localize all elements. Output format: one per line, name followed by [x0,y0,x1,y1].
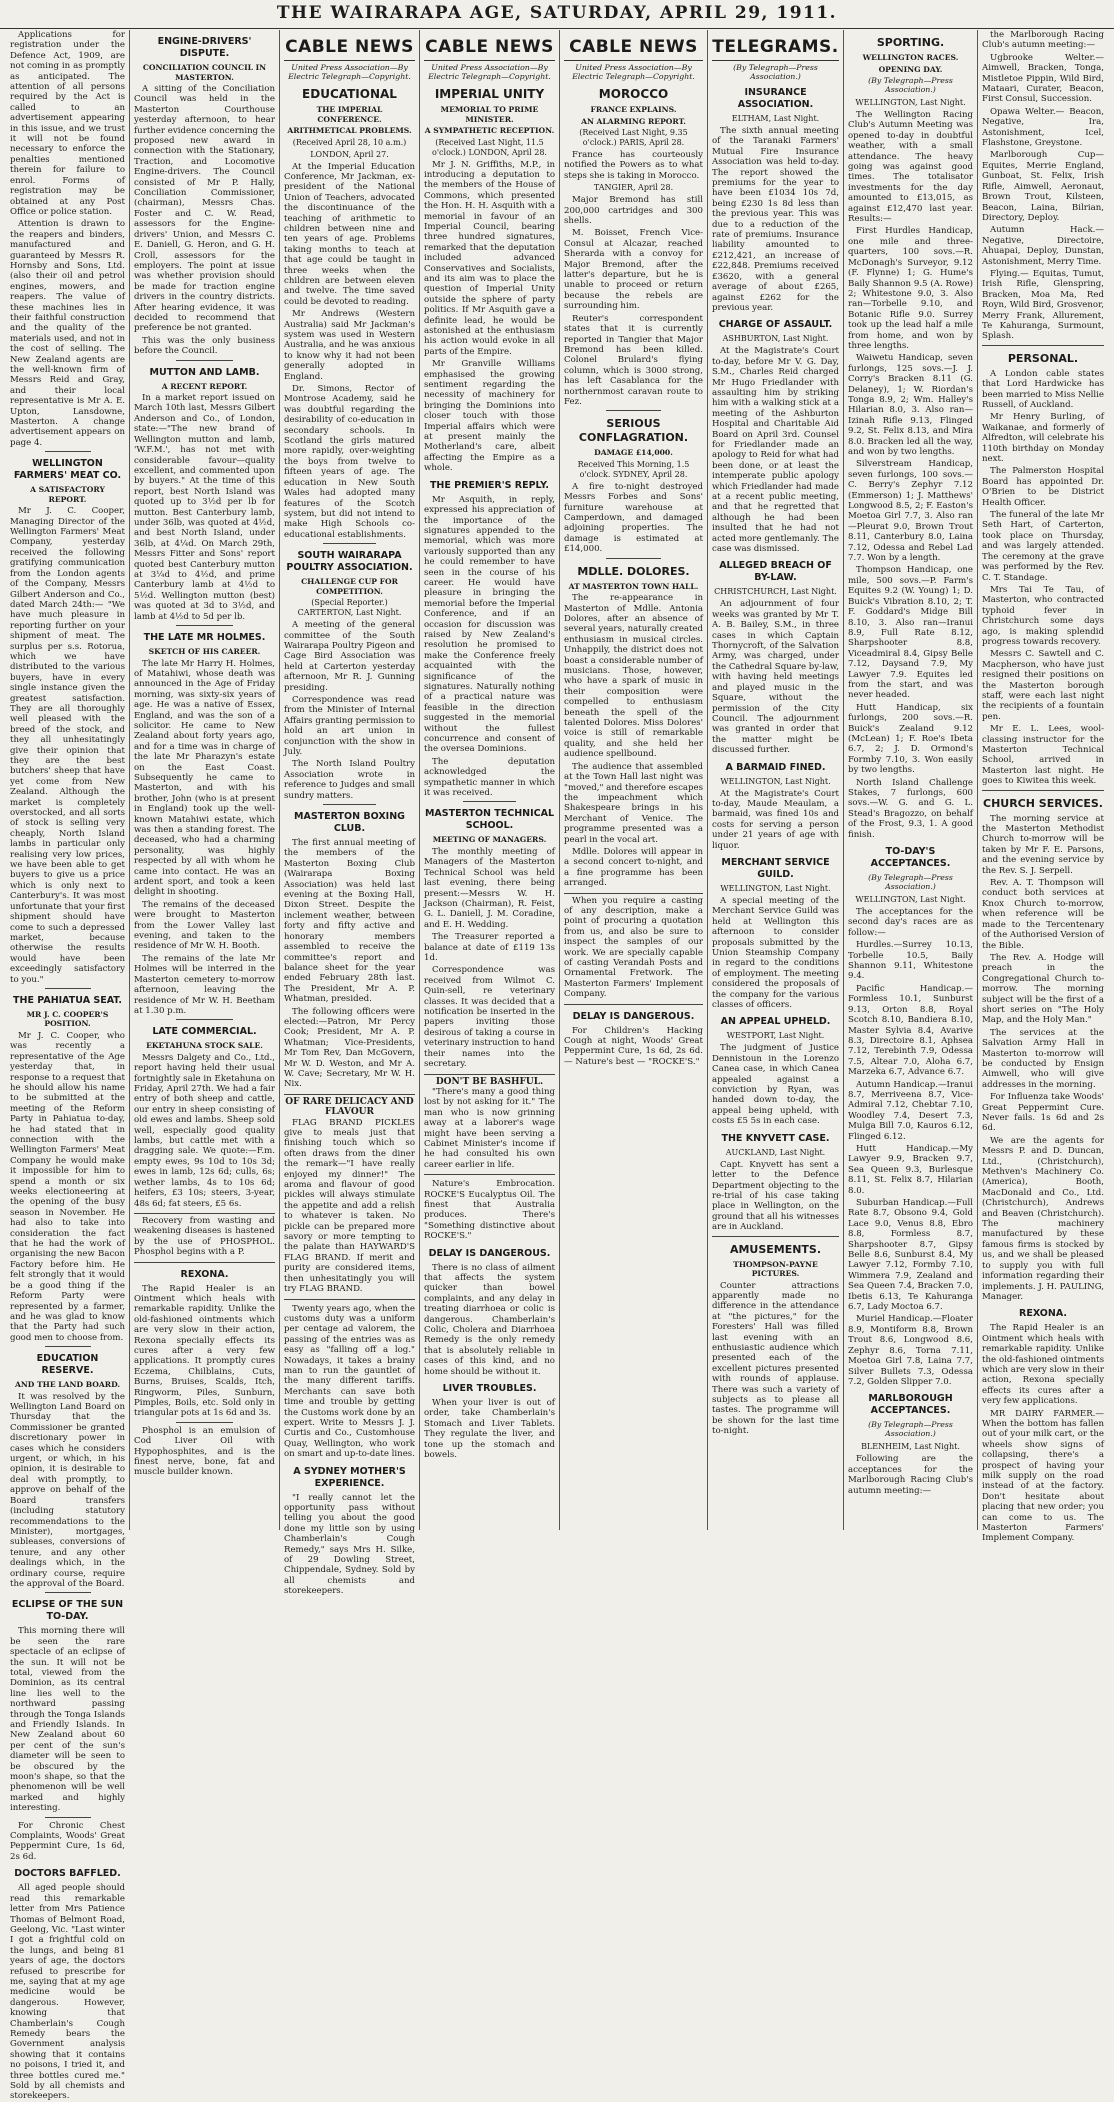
paragraph: Mr J. C. Cooper, who was recently a representative of the Age yesterday that, in response to a request that he should allow his name to be submitted at the meeting of the Reform Party in Pahiatua to-day, he had stated that in connection with the Wellington Farmers' Meat Company he would make it impossible for him to spend a month or six weeks electioneering at the opening of the busy season in November. He had also to take into consideration the fact that he had the work of organising the new Bacon Factory before him. He felt strongly that it would be a good thing if the Reform Party were represented by a farmer, and he was glad to know that the Party had such good men to choose from. [10,1030,125,1343]
dateline: WELLINGTON, Last Night. [855,98,966,107]
article-subhead: CONCILIATION COUNCIL IN MASTERTON. [142,63,267,82]
section-banner: CABLE NEWS [284,36,415,61]
article-headline: A SYDNEY MOTHER'S EXPERIENCE. [293,1465,406,1489]
article-subhead: THOMPSON-PAYNE PICTURES. [733,1259,818,1279]
paragraph: Hurdles.—Surrey 10.13, Torbelle 10.5, Baily Shannon 9.11, Whitestone 9.4. [848,940,973,982]
column-7 [844,30,978,1530]
paragraph: Mr J. N. Griffiths, M.P., in introducing a deputation to the members of the House of Commons, which presented the Hon. H. H. Asquith with a memorial in favour of an Imperial Council, bearing three hundred signatures, remarked that the deputation included advanced Conservatives and Socialists, and its aim was to place the question of Imperial Unity outside the sphere of party politics. If Mr Asquith gave a definite lead, he would be astonished at the enthusiasm his action would evoke in all parts of the Empire. [424,159,555,357]
dateline: (Received Last Night, 9.35 o'clock.) PARIS, April 28. [579,128,688,147]
paragraph: Marlborough Cup— Equites, Merrie England, Gunboat, St. Felix, Irish Rifle, Aimwell, Aeronaut, Brown Trout, Kilsteen, Beacon, Laina, Bilrian, Directory, Deploy. [982,150,1104,223]
article-headline: ECLIPSE OF THE SUN TO-DAY. [11,1599,124,1623]
paragraph: Mr Henry Burling, of Waikanae, and formerly of Alfredton, will celebrate his 110th birthday on Monday next. [982,412,1104,465]
paragraph: Mdlle. Dolores will appear in a second concert to-night, and a fine programme has been arranged. [564,846,703,889]
article-headline: THE PAHIATUA SEAT. [13,994,122,1006]
column-3 [280,30,420,1597]
paragraph: Major Bremond has still 200,000 cartridges and 300 shells. [564,195,703,227]
paragraph: Pacific Handicap.—Formless 10.1, Sunburst 9.13, Orton 8.8, Royal Scotch 8.10, Bandiera 8.10, Master Sylvia 8.4, Avarive 8.3, Directoire 8.1, Aphsea 7.12, Terebinth 7.9, Odessa 7.5, Altear 7.0, Aloha 6.7, Marzeka 6.7, Advance 6.7. [848,983,973,1078]
advertisement: For Chronic Chest Complaints, Woods' Great Peppermint Cure, 1s 6d, 2s 6d. [10,1820,125,1862]
article-headline: SOUTH WAIRARAPA POULTRY ASSOCIATION. [286,550,413,574]
article-subhead: MEETING OF MANAGERS. [432,835,547,845]
paragraph: A fire to-night destroyed Messrs Forbes and Sons' furniture warehouse at Camperdown, and damaged adjoining properties. The damage is estimated at £14,000. [564,481,703,555]
article-subhead: A RECENT REPORT. [161,381,248,391]
paragraph: Dr. Simons, Rector of Montrose Academy, said he was doubtful regarding the desirability of co-education in secondary schools. In Scotland the girls matured more rapidly, over-weighting the boys from twelve to fifteen years of age. The education in New South Wales had adopted many features of the Scotch system, but did not intend to make High Schools co-educational establishments. [284,384,415,540]
article-subhead: THE IMPERIAL CONFERENCE. [316,105,383,124]
paragraph: Mr J. C. Cooper, Managing Director of the Wellington Farmers' Meat Company, yesterday received the following gratifying communication from the London agents of the Company, Messrs Gilbert Anderson and Co., dated March 24th:— "We have much pleasure in reporting further on your shipment of meat. The surplus per s.s. Rotorua, which we have distributed to the various buyers, have in every single instance given the greatest satisfaction. They are all thoroughly well pleased with the breed of the stock, and they all unhesitatingly give their opinion that they are the best butchers' sheep that have yet come from New Zealand. Although the market is completely overstocked, and all sorts of stock is selling very cheaply, North Island lambs in particular only realising very low prices, we have been able to get buyers to give us a price which is only next to Canterbury's. It was most unfortunate that your first shipment should have come to such a depressed market, because otherwise the results would have been exceedingly satisfactory to you." [10,506,125,985]
article-headline: LATE COMMERCIAL. [152,1026,257,1038]
byline: (By Telegraph—Press Association.) [733,63,818,81]
paragraph: MR DAIRY FARMER.— When the bottom has fallen out of your milk cart, or the wheels show signs of collapsing, there's a prospect of having your milk supply on the road instead of at the factory. Don't hesitate about placing that new order; you can come to us. The Masterton Farmers' Implement Company. [982,1408,1104,1544]
dateline: WELLINGTON, Last Night. [720,776,831,786]
paragraph: This morning there will be seen the rare spectacle of an eclipse of the sun. It will not be total, viewed from the Dominion, as its central line lies well to the northward passing through the Tonga Islands and Friendly Islands. In New Zealand about 60 per cent of the sun's diameter will be seen to be obscured by the moon's shape, so that the phenomenon will be well marked and highly interesting. [10,1626,125,1814]
paragraph: Counter attractions apparently made no difference in the attendance at "the pictures," for the Foresters' Hall was filled last evening with an enthusiastic audience which presented each of the excellent pictures presented with rounds of applause. There was such a variety of subjects as to please all tastes. The programme will be shown for the last time to-night. [712,1280,839,1437]
article-headline: LIVER TROUBLES. [442,1383,537,1395]
article-subhead: CHALLENGE CUP FOR COMPETITION. [301,577,398,596]
article-headline: MERCHANT SERVICE GUILD. [721,856,830,880]
paragraph: Capt. Knyvett has sent a letter to the Defence Department objecting to the re-trial of his case taking place in Wellington, on the ground that all his witnesses are in Auckland. [712,1159,839,1233]
section-banner: TELEGRAMS. [712,36,839,61]
paragraph: "I really cannot let the opportunity pass without telling you about the good done my little son by using Chamberlain's Cough Remedy," says Mrs H. Silke, of 29 Dowling Street, Chippendale, Sydney. Sold by all chemists and storekeepers. [284,1492,415,1597]
paragraph: Waiwetu Handicap, seven furlongs, 125 sovs.—J. J. Corry's Bracken 8.11 (G. Delaney), 1; W. Riordan's Tonga 8.9, 2; Wm. Halley's Hilarian 8.0, 3. Also ran—Izinah Rifle 9.13, Flinged 9.2, St. Felix 8.13, and Mira 8.0. Bracken led all the way, and won by two lengths. [848,353,973,457]
paragraph: The first annual meeting of the members of the Masterton Boxing Club (Wairarapa Boxing Association) was held last evening at the Boxing Hall, Dixon Street. Despite the inclement weather, between forty and fifty active and honorary members assembled to receive the committee's report and balance sheet for the year ended February 28th last. The President, Mr A. P. Whatman, presided. [284,838,415,1005]
paragraph: Mrs Tai Te Tau, of Masterton, who contracted typhoid fever in Christchurch some days ago, is making splendid progress towards recovery. [982,584,1104,647]
paragraph: The morning service at the Masterton Methodist Church to-morrow will be taken by Mr F. E. Parsons, and the evening service by the Rev. S. J. Serpell. [982,813,1104,876]
dateline: ASHBURTON, Last Night. [722,334,829,344]
article-headline: SERIOUS CONFLAGRATION. [578,417,689,445]
paragraph: The re-appearance in Masterton of Mdlle. Antonia Dolores, after an absence of several years, naturally created enthusiasm in musical circles. Unhappily, the district does not boast a considerable number of musicians. Those, however, who have a spark of music in their composition were compelled to enthusiasm beneath the spell of the talented Dolores. Miss Dolores' voice is still of remarkable quality, and she held her audience spellbound. [564,593,703,760]
byline: (By Telegraph—Press Association.) [868,1420,953,1439]
advertisement-box [284,1094,415,1300]
article-headline: MASTERTON BOXING CLUB. [294,811,405,835]
article-headline: TO-DAY'S ACCEPTANCES. [870,846,951,870]
advertisement-headline: DON'T BE BASHFUL. [435,1076,544,1087]
paragraph: The audience that assembled at the Town Hall last night was "moved," and therefore escapes the impeachment which Shakespeare brings in his Merchant of Venice. The programme presented was a pearl in the vocal art. [564,761,704,845]
dateline: (Received April 28, 10 a.m.) [292,137,407,147]
masthead [0,0,1114,29]
column-2 [130,30,280,1530]
dateline: (Special Reporter.) CARTERTON, Last Night. [297,598,402,618]
paragraph: Ugbrooke Welter.— Aimwell, Bracken, Tonga, Mistletoe Pippin, Wild Bird, Mataari, Curater, Beacon, First Consul, Succession. [982,52,1104,105]
paragraph: The Treasurer reported a balance at date of £119 13s 1d. [424,932,555,964]
paragraph: The judgment of Justice Dennistoun in the Lorenzo Canea case, in which Canea appealed against a conviction by Ryan, was handed down to-day, the appeal being upheld, with costs £5 5s in each case. [712,1043,839,1127]
paragraph: Correspondence was read from the Minister of Internal Affairs granting permission to hold an art union in conjunction with the show in July. [284,694,415,757]
column-1 [6,30,130,2102]
paragraph: Attention is drawn to the reapers and binders, manufactured and guaranteed by Messrs R. Hornsby and Sons, Ltd. (also their oil and petrol engines, mowers, and reapers. The value of these machines lies in their faithful construction and the quality of the materials used, and not in the cost of selling. The New Zealand agents are the well-known firm of Messrs Reid and Gray, and their local representative is Mr A. E. Upton, Lansdowne, Masterton. A change advertisement appears on page 4. [10,219,125,448]
column-6 [708,30,844,1530]
article-headline: WELLINGTON FARMERS' MEAT CO. [13,458,122,482]
advertisement: For Influenza take Woods' Great Peppermint Cure. Never fails. 1s 6d and 2s 6d. [982,1092,1104,1134]
article-headline: MASTERTON TECHNICAL SCHOOL. [424,808,555,832]
article-headline: ENGINE-DRIVERS' DISPUTE. [157,36,252,59]
paragraph: Thompson Handicap, one mile, 500 sovs.—P. Farm's Equites 9.2 (W. Young) 1; D. Buick's Vibration 8.10, 2; T. F. Goddard's Midge Bill 8.10, 3. Also ran—Iranui 8.9, Full Rate 8.12, Sharpshooter 8.8, Viceadmiral 8.4, Gipsy Belle 7.12, Daysand 7.9, My Lawyer 7.9. Equites led from the start, and was never headed. [848,565,973,701]
paragraph: A meeting of the general committee of the South Wairarapa Poultry Pigeon and Cage Bird Association was held at Carterton yesterday afternoon, Mr R. J. Gunning presiding. [284,620,415,693]
paragraph: The monthly meeting of Managers of the Masterton Technical School was held last evening, there being present:—Messrs W. H. Jackson (Chairman), R. Feist, G. L. Daniell, J. M. Coradine, and E. H. Wedding. [424,846,555,930]
dateline: Received This Morning, 1.5 o'clock. SYDNEY, April 28. [577,459,690,479]
article-headline: MDLLE. DOLORES. [577,564,690,578]
article-headline: CHARGE OF ASSAULT. [718,319,833,331]
paragraph: We are the agents for Messrs P. and D. Duncan, Ltd., (Christchurch), Methven's Machinery Co. (America), Booth, MacDonald and Co., Ltd. (Christchurch), Andrews and Beaven (Christchurch). The machinery manufactured by these famous firms is stocked by us, and we shall be pleased to supply you with full information regarding their implements. J. H. PAULING, Manager. [982,1135,1104,1302]
advertisement: "There's many a good thing lost by not asking for it." The man who is now grinning away at a laborer's wage might have been serving a Cabinet Minister's income if he had consulted his own career earlier in life. [424,1086,555,1170]
advertisement: Phosphol is an emulsion of Cod Liver Oil with Hypophosphites, and is the finest nerve, bone, fat and muscle builder known. [134,1425,275,1478]
byline: (By Telegraph—Press Association.) [868,76,953,94]
article-headline: DELAY IS DANGEROUS. [572,1010,695,1022]
paragraph: The services at the Salvation Army Hall in Masterton to-morrow will be conducted by Ensign Aimwell, who will give addresses in the morning. [982,1027,1104,1090]
article-headline: REXONA. [1019,1308,1067,1320]
paragraph: The deputation acknowledged the sympathetic manner in which it was received. [424,756,555,799]
dateline: LONDON, April 27. [310,149,389,159]
advertisement: Recovery from wasting and weakening diseases is hastened by the use of PHOSPHOL. Phosphol begins with a P. [134,1215,275,1258]
dateline: WELLINGTON, Last Night. [855,895,966,905]
paragraph: At the Imperial Education Conference, Mr Jackman, ex-president of the National Union of Teachers, advocated the discontinuance of the teaching of arithmetic to children between nine and ten years of age. Problems taking months to teach at that age could be taught in three weeks when the children are between eleven and twelve. The time saved could be devoted to reading. [284,161,415,307]
paragraph: Flying.— Equitas, Tumut, Irish Rifle, Glenspring, Bracken, Moa Ma, Red Royn, Wild Bird, Grosvenor, Merry Frank, Allurement, Te Kahuranga, Surmount, Splash. [982,268,1104,342]
paragraph: Muriel Handicap.—Floater 8.9, Montiform 8.8, Brown Trout 8.6, Longwood 8.6, Zephyr 8.6, Torna 7.11, Moetoa Girl 7.8, Laina 7.7, Silver Bullets 7.3, Odessa 7.2, Golden Slipper 7.0. [848,1314,973,1387]
article-subhead: ARITHMETICAL PROBLEMS. [287,126,412,135]
article-subhead: MEMORIAL TO PRIME MINISTER. [440,105,539,124]
advertisement: Nature's Embrocation. ROCKE'S Eucalyptus Oil. The finest that Australia produces. There's "Something distinctive about ROCKE'S." [424,1179,555,1242]
article-subhead: AND THE LAND BOARD. [14,1380,121,1390]
article-headline: SPORTING. [876,36,945,49]
advertisement-headline: OF RARE DELICACY AND FLAVOUR [285,1096,414,1118]
article-headline: EDUCATION RESERVE. [36,1353,99,1377]
paragraph: Mr Granville Williams emphasised the growing sentiment regarding the necessity of machinery for bringing the Dominions into closer touch with those Imperial affairs which were at present mainly the Motherland's care, albeit affecting the Empire as a whole. [424,359,555,474]
paragraph: the Marlborough Racing Club's autumn meeting:— [982,30,1104,51]
paragraph: At the Magistrate's Court to-day, before Mr V. G. Day, S.M., Charles Reid charged Mr Hugo Friedlander with assaulting him by striking him with a walking stick at a meeting of the Ashburton Hospital and Charitable Aid Board on April 3rd. Counsel for Friedlander made an apology to Reid for what had been done, or at least the intemperate public apology which Friedlander had made at a recent public meeting, and that he regretted that although he had been insulted that he had not acted more gentlemanly. The case was dismissed. [712,346,839,555]
advertisement: The Rapid Healer is an Ointment which heals with remarkable rapidity. Unlike the old-fashioned ointments which are very slow in their action, Rexona specially effects its cures after a very few applications. [982,1323,1104,1407]
paragraph: The Wellington Racing Club's Autumn Meeting was opened to-day in doubtful weather, with a small attendance. The heavy going was against good times. The totalisator investments for the day amounted to £13,015, as against £12,470 last year. Results:— [848,110,973,225]
article-headline: CHURCH SERVICES. [983,796,1103,810]
paragraph: Messrs Dalgety and Co., Ltd., report having held their usual fortnightly sale in Eketahuna on Friday, April 27th. We had a fair entry of both sheep and cattle, our entry in sheep consisting of old ewes and lambs. Sheep sold well, especially good quality lambs, but cattle met with a dragging sale. We quote:—F.m. empty ewes, 9s 10d to 10s 3d; ewes in lamb, 12s 6d; culls, 6s; wether lambs, 4s to 10s 6d; heifers, £3 10s; steers, 3-year, 48s 6d; fat steers, £5 6s. [134,1052,275,1209]
paragraph: This was the only business before the Council. [134,335,275,357]
paragraph: Twenty years ago, when the customs duty was a uniform per centage ad valorem, the passing of the entries was as easy as "falling off a log." Nowadays, it takes a brainy man to run the gauntlet of the many different tariffs. Merchants can save both time and trouble by getting the Customs work done by an expert. Write to Messrs J. J. Curtis and Co., Customhouse Quay, Wellington, who work on smart and up-to-date lines. [284,1303,415,1460]
paragraph: Autumn Handicap.—Iranui 8.7, Merriveena 8.7, Vice-Admiral 7.12, Chebtar 7.10, Woodley 7.4, Desert 7.3, Mulga Bill 7.0, Kauros 6.12, Flinged 6.12. [848,1079,973,1142]
article-subhead: SKETCH OF HIS CAREER. [148,647,261,656]
paragraph: The Rev. A. Hodge will preach in the Congregational Church to-morrow. The morning subject will be the first of a short series on "The Holy Map, and the Holy Man." [982,952,1104,1026]
article-subhead: AN ALARMING REPORT. [581,116,686,126]
paragraph: All aged people should read this remarkable letter from Mrs Patience Thomas of Belmont Road, Geelong, Vic. "Last winter I got a frightful cold on the lungs, and being 81 years of age, the doctors refused to prescribe for me, saying that at my age medicine would be dangerous. However, knowing that Chamberlain's Cough Remedy bears the Government analysis showing that it contains no poisons, I tried it, and three bottles cured me." Sold by all chemists and storekeepers. [10,1883,125,2102]
byline: (By Telegraph—Press Association.) [868,873,953,892]
paragraph: Rev. A. T. Thompson will conduct both services at Knox Church to-morrow, when reference will be made to the Tercentenary of the Authorised Version of the Bible. [982,878,1104,951]
paragraph: Applications for registration under the Defence Act, 1909, are not coming in as promptly as anticipated. The attention of all persons required by the Act is called to an advertisement appearing in this issue, and we trust it will not be found necessary to enforce the penalties mentioned therein for failure to enrol. Forms of registration may be obtained at any Post Office or police station. [10,30,125,217]
article-headline: ALLEGED BREACH OF BY-LAW. [719,560,832,584]
paragraph: At the Magistrate's Court to-day, Maude Meaulam, a barmaid, was fined 10s and costs for serving a person under 21 years of age with liquor. [712,788,839,851]
article-headline: THE LATE MR HOLMES. [143,632,266,643]
column-4 [420,30,560,1530]
advertisement-box [424,1074,555,1176]
column-8 [978,30,1108,1544]
paragraph: Correspondence was received from Wilmot C. Quin-sell, re veterinary classes. It was decided that a notification be inserted in the papers inviting those desirous of taking a course in veterinary instruction to hand their names into the secretary. [424,965,555,1070]
article-headline: THE KNYVETT CASE. [721,1132,830,1144]
paragraph: Opawa Welter.— Beacon, Negative, Ira, Astonishment, Icel, Flashstone, Greystone. [982,106,1104,149]
paragraph: Suburban Handicap.—Full Rate 8.7, Obsono 9.4, Gold Lace 9.0, Venus 8.8, Ebro 8.8, Formless 8.7, Sharpshooter 8.7, Gipsy Belle 8.6, Sunburst 8.4, My Lawyer 7.12, Formby 7.10, Wimmera 7.9, Zealand and Sea Queen 7.4, Bracken 7.0, Ibetis 6.13, Te Kahuranga 6.7, Lady Moctoa 6.7. [848,1198,973,1313]
dateline: TANGIER, April 28. [593,183,674,193]
paragraph: In a market report issued on March 10th last, Messrs Gilbert Anderson and Co., of London, state:—"The new brand of Wellington mutton and lamb, 'W.F.M.', has not met with considerable favour—quality excellent, and commented upon by buyers." At the time of this report, best North Island was quoted up to 3½d per lb for mutton. Best Canterbury lamb, under 36lb, was quoted at 4½d, and best North Island, under 36lb, at 4¼d. On March 29th, Messrs Fitter and Sons' report quoted best Canterbury mutton at 3¼d to 4½d, and prime Canterbury lamb at 4½d to 5½d. Wellington mutton (best) was quoted at 3d to 3½d, and lamb at 4½d to 5d per lb. [134,393,275,622]
article-headline: THE PREMIER'S REPLY. [429,479,550,491]
paragraph: The following officers were elected:—Patron, Mr Percy Cook; President, Mr A. P. Whatman; Vice-Presidents, Mr Tom Rev, Dan McGovern, Mr W. D. Weston, and Mr A. W. Cave; Secretary, Mr W. H. Nix. [284,1006,415,1090]
paragraph: Mr Andrews (Western Australia) said Mr Jackman's system was used in Western Australia, and he was anxious to know why it had not been generally adopted in England. [284,309,415,382]
article-headline: A BARMAID FINED. [725,761,826,773]
dateline: WESTPORT, Last Night. [726,1031,825,1041]
paragraph: There is no class of ailment that affects the system quicker than bowel complaints, and any delay in treating diarrhoea or colic is dangerous. Chamberlain's Colic, Cholera and Diarrhoea Remedy is the only remedy that is absolutely reliable in cases of this kind, and no home should be without it. [424,1262,555,1377]
paragraph: The acceptances for the second day's races are as follow:— [848,907,973,938]
paragraph: A special meeting of the Merchant Service Guild was held at Wellington this afternoon to consider proposals submitted by the Union Steamship Company in regard to the conditions of employment. The meeting considered the proposals of the company for the various classes of officers. [712,895,839,1011]
paragraph: The remains of the late Mr Holmes will be interred in the Masterton cemetery to-morrow afternoon, leaving the residence of Mr W. H. Beetham at 1.30 p.m. [134,953,275,1016]
dateline: ELTHAM, Last Night. [731,114,820,123]
article-headline: INSURANCE ASSOCIATION. [737,87,814,110]
article-headline: MUTTON AND LAMB. [149,366,260,378]
advertisement: For Children's Hacking Cough at night, Woods' Great Peppermint Cure, 1s 6d, 2s 6d. — Nature's best — "ROCKE'S." [564,1025,703,1067]
paragraph: A London cable states that Lord Hardwicke has been married to Miss Nellie Russell, of Auckland. [982,368,1104,410]
advertisement: When you require a casting of any description, make a point of procuring a quotation from us, and also be sure to inspect the samples of our work. We are specially capable of casting Verandah Posts and Ornamental Fretwork. The Masterton Farmers' Implement Company. [564,895,703,1000]
paragraph: Mr E. L. Lees, wool-classing instructor for the Masterton Technical School, arrived in Masterton last night. He goes to Kiwitea this week. [982,724,1104,787]
advertisement-box [134,1213,275,1263]
section-banner: CABLE NEWS [564,36,703,61]
paragraph: Autumn Hack.— Negative, Directoire, Ahuapai, Deploy, Dunstan, Astonishment, Merry Time. [982,225,1104,267]
paragraph: The sixth annual meeting of the Taranaki Farmers' Mutual Fire Insurance Association was held to-day. The report showed the premiums for the year to have been £1034 10s 7d, being £230 1s 8d less than the previous year. This was due to a reduction of the rate of premiums. Insurance liability amounted to £212,421, an increase of £22,848. Premiums received £3620, with a general average of about £265, against £262 for the previous year. [712,126,839,313]
paragraph: The North Island Poultry Association wrote in reference to Judges and small sundry matters. [284,759,415,801]
article-subhead: DAMAGE £14,000. [594,448,673,458]
article-subhead: MR J. C. COOPER'S POSITION. [26,1009,109,1029]
article-headline: REXONA. [180,1268,229,1280]
article-headline: DOCTORS BAFFLED. [14,1868,121,1880]
dateline: CHRISTCHURCH, Last Night. [714,587,837,597]
paragraph: Following are the acceptances for the Marlborough Racing Club's autumn meeting:— [848,1454,973,1496]
paragraph: Silverstream Handicap, seven furlongs, 100 sovs.—C. Berry's Zephyr 7.12 (Emmerson) 1; J. Matthews' Longwood 8.5, 2; F. Easton's Moetoa Girl 7.7, 3. Also ran—Pleurat 9.0, Brown Trout 8.11, Canterbury 8.0, Laina 7.12, Odessa and Rebel Lad 7.7. Won by a length. [848,459,973,564]
article-headline: AN APPEAL UPHELD. [720,1016,831,1028]
article-subhead: EKETAHUNA STOCK SALE. [146,1041,263,1051]
paragraph: The late Mr Harry H. Holmes, of Matahiwi, whose death was announced in the Age of Friday morning, was sixty-six years of age. He was a native of Essex, England, and was the son of a solicitor. He came to New Zealand about forty years ago, and for a time was in charge of the late Mr Pharazyn's estate on the East Coast. Subsequently he came to Masterton, and with his brother, John (who is at present in England) took up the well-known Matahiwi estate, which was then a standing forest. The deceased, who had a charming personality, was highly respected by all with whom he came into contact. He was an ardent sport, and took a keen delight in shooting. [134,658,275,898]
paragraph: France has courteously notified the Powers as to what steps she is taking in Morocco. [564,150,703,181]
paragraph: Hutt Handicap, six furlongs, 200 sovs.—R. Buick's Zealand 9.12 (McLean) 1; F. Roe's Ibeta 6.7, 2; J. D. Ormond's Formby 7.10, 3. Won easily by two lengths. [848,702,973,776]
article-headline: AMUSEMENTS. [729,1242,822,1256]
article-subhead: OPENING DAY. [878,64,943,74]
dateline: AUCKLAND, Last Night. [725,1147,826,1157]
paragraph: The remains of the deceased were brought to Masterton from the Lower Valley last evening, and taken to the residence of Mr W. H. Booth. [134,899,275,952]
article-subhead: AT MASTERTON TOWN HALL. [568,581,699,591]
article-headline: DELAY IS DANGEROUS. [428,1247,551,1259]
article-subhead: A SYMPATHETIC RECEPTION. [424,126,555,135]
byline: United Press Association—By Electric Telegraph—Copyright. [428,63,551,81]
paragraph: M. Boisset, French Vice-Consul at Alcazar, reached Sherarda with a convoy for Major Bremond, after the latter's departure, but he is unable to proceed or return because the rebels are surrounding him. [564,228,703,312]
paragraph: Mr Asquith, in reply, expressed his appreciation of the importance of the signatures appended to the memorial, which was more variously supported than any he could remember to have seen in the course of his career. He would have pleasure in bringing the memorial before the Imperial Conference, and if an occasion for discussion was raised by New Zealand's resolution he promised to make the Conference freely acquainted with the significance of the signatures. Naturally nothing of a practical nature was feasible in the direction suggested in the memorial without the fullest concurrence and consent of the oversea Dominions. [424,494,555,755]
paragraph: The Palmerston Hospital Board has appointed Dr. O'Brien to be District Health Officer. [982,466,1104,508]
dateline: BLENHEIM, Last Night. [861,1442,960,1452]
article-headline: MOROCCO [598,87,669,101]
byline: United Press Association—By Electric Telegraph—Copyright. [288,63,411,81]
paragraph: A sitting of the Conciliation Council was held in the Masterton Courthouse yesterday afternoon, to hear further evidence concerning the proposed new award in connection with the Stationary, Traction, and Locomotive Engine-drivers. The Council consisted of Mr P. Hally, Conciliation Commissioner, (chairman), Messrs Chas. Foster and C. W. Read, assessors for the Engine-drivers' Union, and Messrs C. E. Daniell, G. Heron, and G. H. Croll, assessors for the employers. The point at issue was whether provision should be made for traction engine drivers in the country districts. After hearing evidence, it was decided to recommend that preference be not granted. [134,84,275,334]
paragraph: Reuter's correspondent states that it is currently reported in Tangier that Major Bremond has been killed. Colonel Brulard's flying column, which is 3000 strong, has left Casablanca for the northernmost caravan route to Fez. [564,313,703,407]
article-headline: PERSONAL. [1007,351,1079,365]
paragraph: North Island Challenge Stakes, 7 furlongs, 600 sovs.—W. G. and G. L. Stead's Bragozzo, on behalf of the Frost, 9.3, 1. A good finish. [848,777,973,840]
advertisement-box [564,893,703,1005]
column-5 [560,30,708,1530]
article-headline: MARLBOROUGH ACCEPTANCES. [868,1393,953,1417]
dateline: WELLINGTON, Last Night. [720,883,831,893]
article-subhead: FRANCE EXPLAINS. [590,105,677,114]
section-banner: CABLE NEWS [424,36,555,61]
paragraph: Messrs C. Sawtell and C. Macpherson, who have just resigned their positions on the Masterton borough staff, were each last night the recipients of a fountain pen. [982,649,1104,722]
paragraph: An adjournment of four weeks was granted by Mr T. A. B. Bailey, S.M., in three cases in which Captain Thornycroft, of the Salvation Army, was charged, under the Cathedral Square by-law, with having held meetings and played music in the Square, without the permission of the City Council. The adjournment was granted in order that the matter might be discussed further. [712,599,839,756]
dateline: (Received Last Night, 11.5 o'clock.) LONDON, April 28. [432,137,547,157]
advertisement: When your liver is out of order, take Chamberlain's Stomach and Liver Tablets. They regulate the liver, and tone up the stomach and bowels. [424,1398,555,1461]
article-subhead: WELLINGTON RACES. [862,53,959,62]
advertisement: The Rapid Healer is an Ointment which heals with remarkable rapidity. Unlike the old-fashioned ointments which are very slow in their action, Rexona specially effects its cures after a very few applications. It promptly cures Eczema, Chilblains, Cuts, Burns, Bruises, Scalds, Itch, Ringworm, Piles, Sunburn, Pimples, Boils, etc. Sold only in triangular pots at 1s 6d and 3s. [134,1283,275,1419]
paragraph: It was resolved by the Wellington Land Board on Thursday that the Commissioner be granted discretionary power in cases which he considers urgent, or which, in his opinion, it is desirable to deal with promptly, to approve on behalf of the Board transfers (including statutory recommendations to the Minister), mortgages, subleases, conversions of tenure, and any other dealings which, in the ordinary course, require the approval of the Board. [10,1391,125,1589]
paragraph: The funeral of the late Mr Seth Hart, of Carterton, took place on Thursday, and was largely attended. The ceremony at the grave was performed by the Rev. C. T. Standage. [982,510,1104,583]
article-headline: IMPERIAL UNITY [434,87,545,101]
advertisement: FLAG BRAND PICKLES give to meals just that finishing touch which so often draws from the diner the remark—"I have really enjoyed my dinner!" The aroma and flavour of good pickles will always stimulate the appetite and add a relish to whatever is taken. No pickle can be prepared more savory or more tempting to the palate than HAYWARD'S FLAG BRAND. If merit and purity are considered items, then unhesitatingly you will try FLAG BRAND. [284,1117,415,1295]
masthead-title: THE WAIRARAPA AGE, SATURDAY, APRIL 29, 1911. [276,3,838,23]
paragraph: First Hurdles Handicap, one mile and three-quarters, 100 sovs.—R. McDonagh's Surveyor, 9.12 (F. Flynne) 1; G. Hume's Baily Shannon 9.5 (A. Rowe) 2; Whitestone 9.0, 3. Also ran—Torbelle 9.10, and Botanic Rifle 9.0. Surrey took up the lead half a mile from home, and won by three lengths. [848,226,973,351]
article-headline: EDUCATIONAL [302,87,397,101]
paragraph: Hutt Handicap.—My Lawyer 9.9, Bracken 9.7, Sea Queen 9.3, Burlesque 8.11, St. Felix 8.7, Hilarian 8.0. [848,1143,973,1196]
article-subhead: A SATISFACTORY REPORT. [30,485,105,504]
byline: United Press Association—By Electric Telegraph—Copyright. [572,63,695,81]
